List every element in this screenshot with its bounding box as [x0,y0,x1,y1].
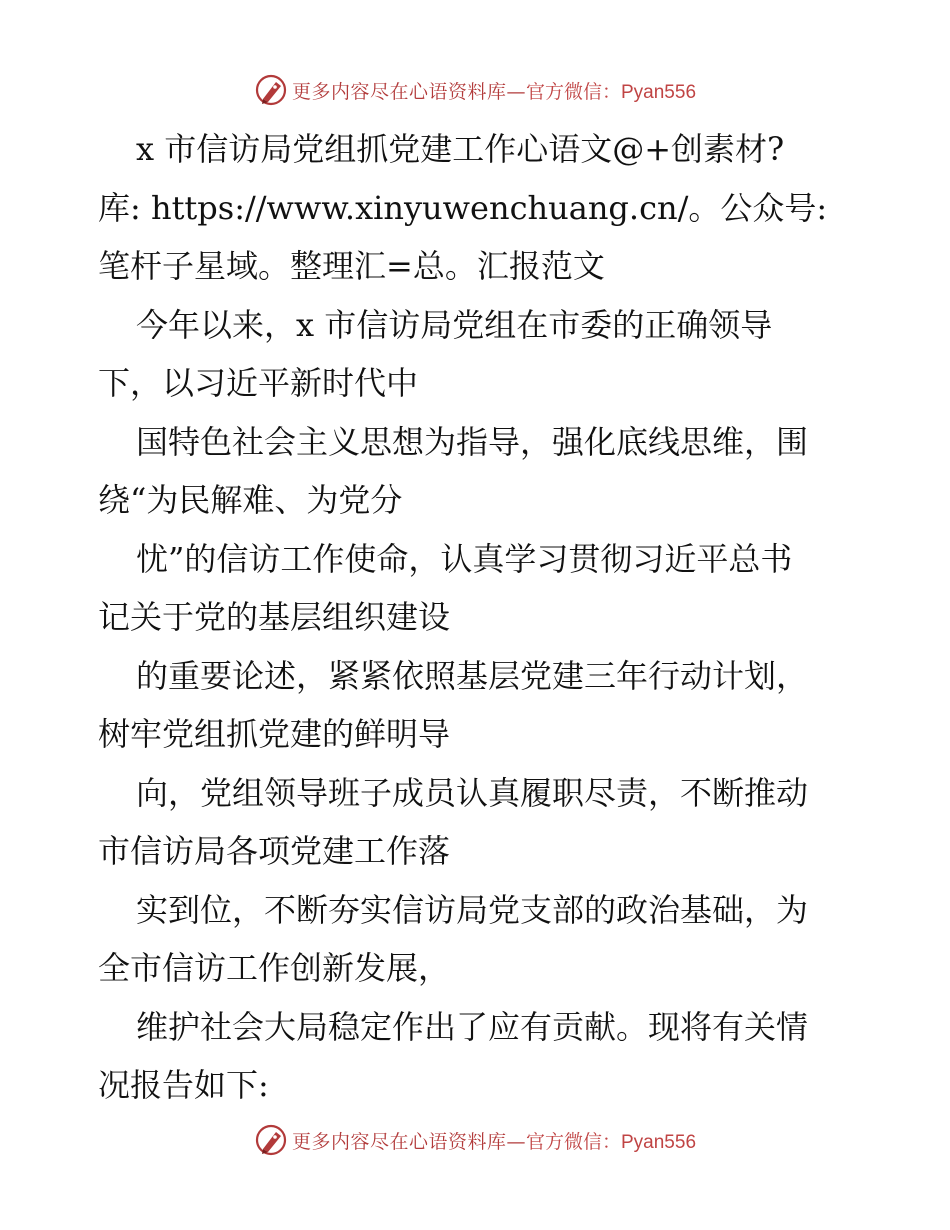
header-banner [0,72,950,108]
footer-banner-contact: 官方微信：Pyan556 [526,1131,697,1153]
header-banner-contact: 官方微信：Pyan556 [526,81,697,103]
pen-logo-icon [254,1123,288,1157]
text-line: 国特色社会主义思想为指导，强化底线思维，围 [136,422,809,461]
text-line: 的重要论述，紧紧依照基层党建三年行动计划， [136,656,809,695]
text-line: 下，以习近平新时代中 [98,364,419,402]
header-banner-text: 更多内容尽在心语资料库— [291,80,526,103]
footer-banner-text: 更多内容尽在心语资料库— [291,1130,526,1153]
text-line: 绕“为民解难、为党分 [98,481,403,519]
text-line: 维护社会大局稳定作出了应有贡献。现将有关情 [136,1007,809,1046]
text-line: 库: https://www.xinyuwenchuang.cn/。公众号: [98,188,828,227]
text-line: 全市信访工作创新发展， [98,949,451,987]
text-line: 实到位，不断夯实信访局党支部的政治基础，为 [136,890,809,929]
text-line: 市信访局各项党建工作落 [98,832,451,870]
text-line: 记关于党的基层组织建设 [98,598,451,636]
text-line: 树牢党组抓党建的鲜明导 [98,715,451,753]
text-line: 况报告如下: [98,1066,269,1104]
text-line: x 市信访局党组抓党建工作心语文@+创素材? [136,130,785,168]
footer-banner [0,1122,950,1158]
text-line: 笔杆子星域。整理汇=总。汇报范文 [98,247,605,285]
document-body [98,120,858,1115]
pen-logo-icon [254,73,288,107]
text-line: 忧”的信访工作使命，认真学习贯彻习近平总书 [136,539,793,578]
text-line: 今年以来，x 市信访局党组在市委的正确领导 [136,305,773,344]
text-line: 向，党组领导班子成员认真履职尽责，不断推动 [136,773,809,812]
